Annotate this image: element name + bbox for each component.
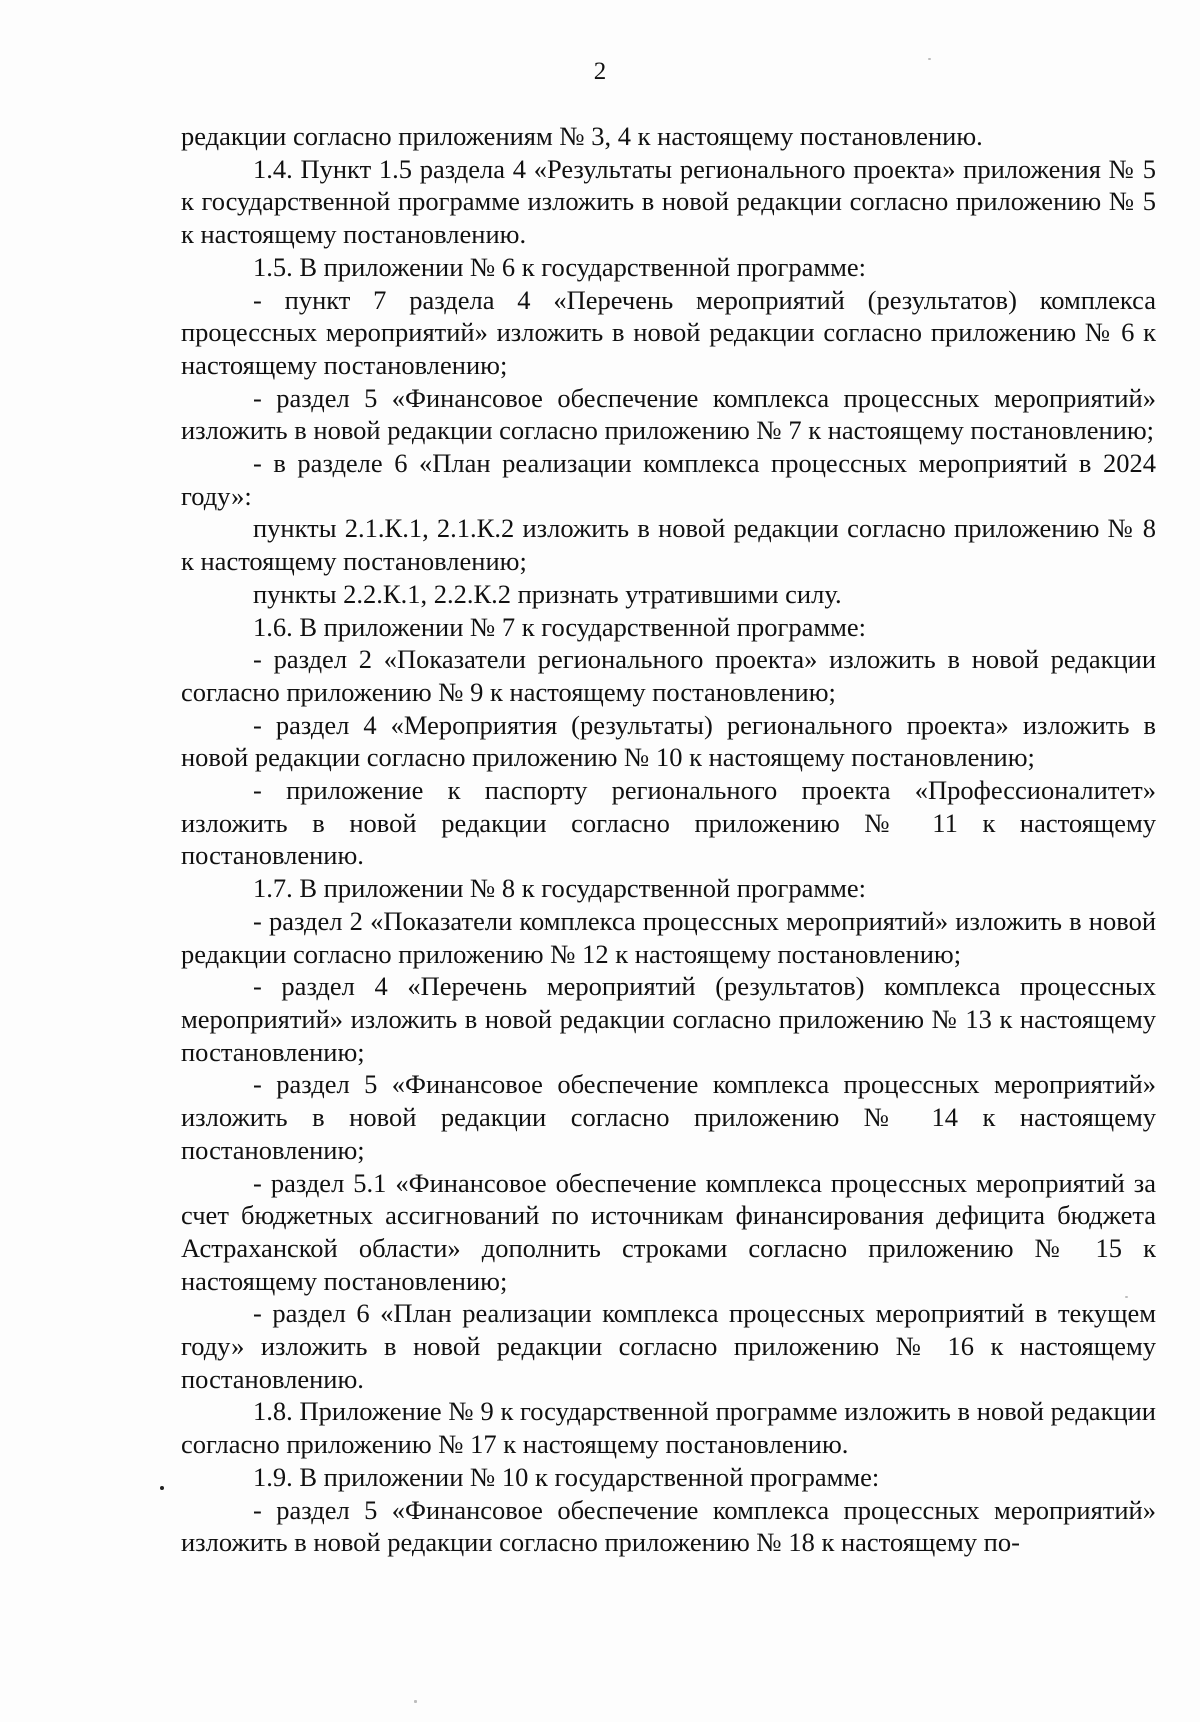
paragraph-subitem: пункты 2.2.К.1, 2.2.К.2 признать утратившими силу. bbox=[253, 578, 842, 609]
document-body bbox=[181, 120, 1156, 1559]
paragraph-subitem: - раздел 6 «План реализации комплекса процессных мероприятий в текущем году» изложить в новой редакции согласно приложению № 16 к настоящему постановлению. bbox=[181, 1298, 1156, 1394]
paragraph-item-1-4: 1.4. Пункт 1.5 раздела 4 «Результаты регионального проекта» приложения № 5 к государственной программе изложить в новой редакции согласно приложению № 5 к настоящему постановлению. bbox=[181, 153, 1156, 250]
paragraph-subitem: - раздел 5 «Финансовое обеспечение комплекса процессных мероприятий» изложить в новой редакции согласно приложению № 14 к настоящему постановлению; bbox=[181, 1069, 1156, 1165]
paragraph-subitem: - раздел 2 «Показатели регионального проекта» изложить в новой редакции согласно приложению № 9 к настоящему постановлению; bbox=[181, 644, 1156, 707]
paragraph-item-1-9: 1.9. В приложении № 10 к государственной программе: bbox=[253, 1461, 880, 1492]
paragraph-subitem: - приложение к паспорту регионального проекта «Профессионалитет» изложить в новой редакции согласно приложению № 11 к настоящему постановлению. bbox=[181, 775, 1156, 871]
paragraph-item-1-8: 1.8. Приложение № 9 к государственной программе изложить в новой редакции согласно приложению № 17 к настоящему постановлению. bbox=[181, 1396, 1156, 1460]
paragraph-subitem: - раздел 5 «Финансовое обеспечение комплекса процессных мероприятий» изложить в новой редакции согласно приложению № 18 к настоящему по- bbox=[181, 1494, 1156, 1558]
scan-speck bbox=[1125, 1296, 1128, 1298]
scan-speck bbox=[414, 1700, 417, 1703]
paragraph-subitem: пункты 2.1.К.1, 2.1.К.2 изложить в новой редакции согласно приложению № 8 к настоящему постановлению; bbox=[181, 513, 1156, 577]
paragraph-continuation: редакции согласно приложениям № 3, 4 к настоящему постановлению. bbox=[181, 121, 983, 151]
paragraph-subitem: - пункт 7 раздела 4 «Перечень мероприятий (результатов) комплекса процессных мероприятий» изложить в новой редакции согласно приложению № 6 к настоящему постановлению; bbox=[181, 284, 1156, 380]
page-number: 2 bbox=[593, 58, 607, 85]
scan-speck bbox=[928, 58, 931, 60]
paragraph-subitem: - раздел 4 «Мероприятия (результаты) регионального проекта» изложить в новой редакции согласно приложению № 10 к настоящему постановлению; bbox=[181, 709, 1156, 773]
paragraph-subitem: - раздел 5.1 «Финансовое обеспечение комплекса процессных мероприятий за счет бюджетных ассигнований по источникам финансирования дефицита бюджета Астраханской области» дополнить строками согласно приложению № 15 к настоящему постановлению; bbox=[181, 1167, 1156, 1296]
paragraph-subitem: - в разделе 6 «План реализации комплекса процессных мероприятий в 2024 году»: bbox=[181, 448, 1156, 511]
scan-margin-dot bbox=[160, 1486, 164, 1490]
paragraph-item-1-7: 1.7. В приложении № 8 к государственной программе: bbox=[253, 873, 866, 904]
paragraph-item-1-6: 1.6. В приложении № 7 к государственной программе: bbox=[253, 611, 866, 642]
paragraph-item-1-5: 1.5. В приложении № 6 к государственной программе: bbox=[253, 251, 866, 282]
paragraph-subitem: - раздел 2 «Показатели комплекса процессных мероприятий» изложить в новой редакции согласно приложению № 12 к настоящему постановлению; bbox=[181, 905, 1156, 969]
paragraph-subitem: - раздел 4 «Перечень мероприятий (результатов) комплекса процессных мероприятий» изложить в новой редакции согласно приложению № 13 к настоящему постановлению; bbox=[181, 971, 1156, 1067]
paragraph-subitem: - раздел 5 «Финансовое обеспечение комплекса процессных мероприятий» изложить в новой редакции согласно приложению № 7 к настоящему постановлению; bbox=[181, 382, 1156, 446]
